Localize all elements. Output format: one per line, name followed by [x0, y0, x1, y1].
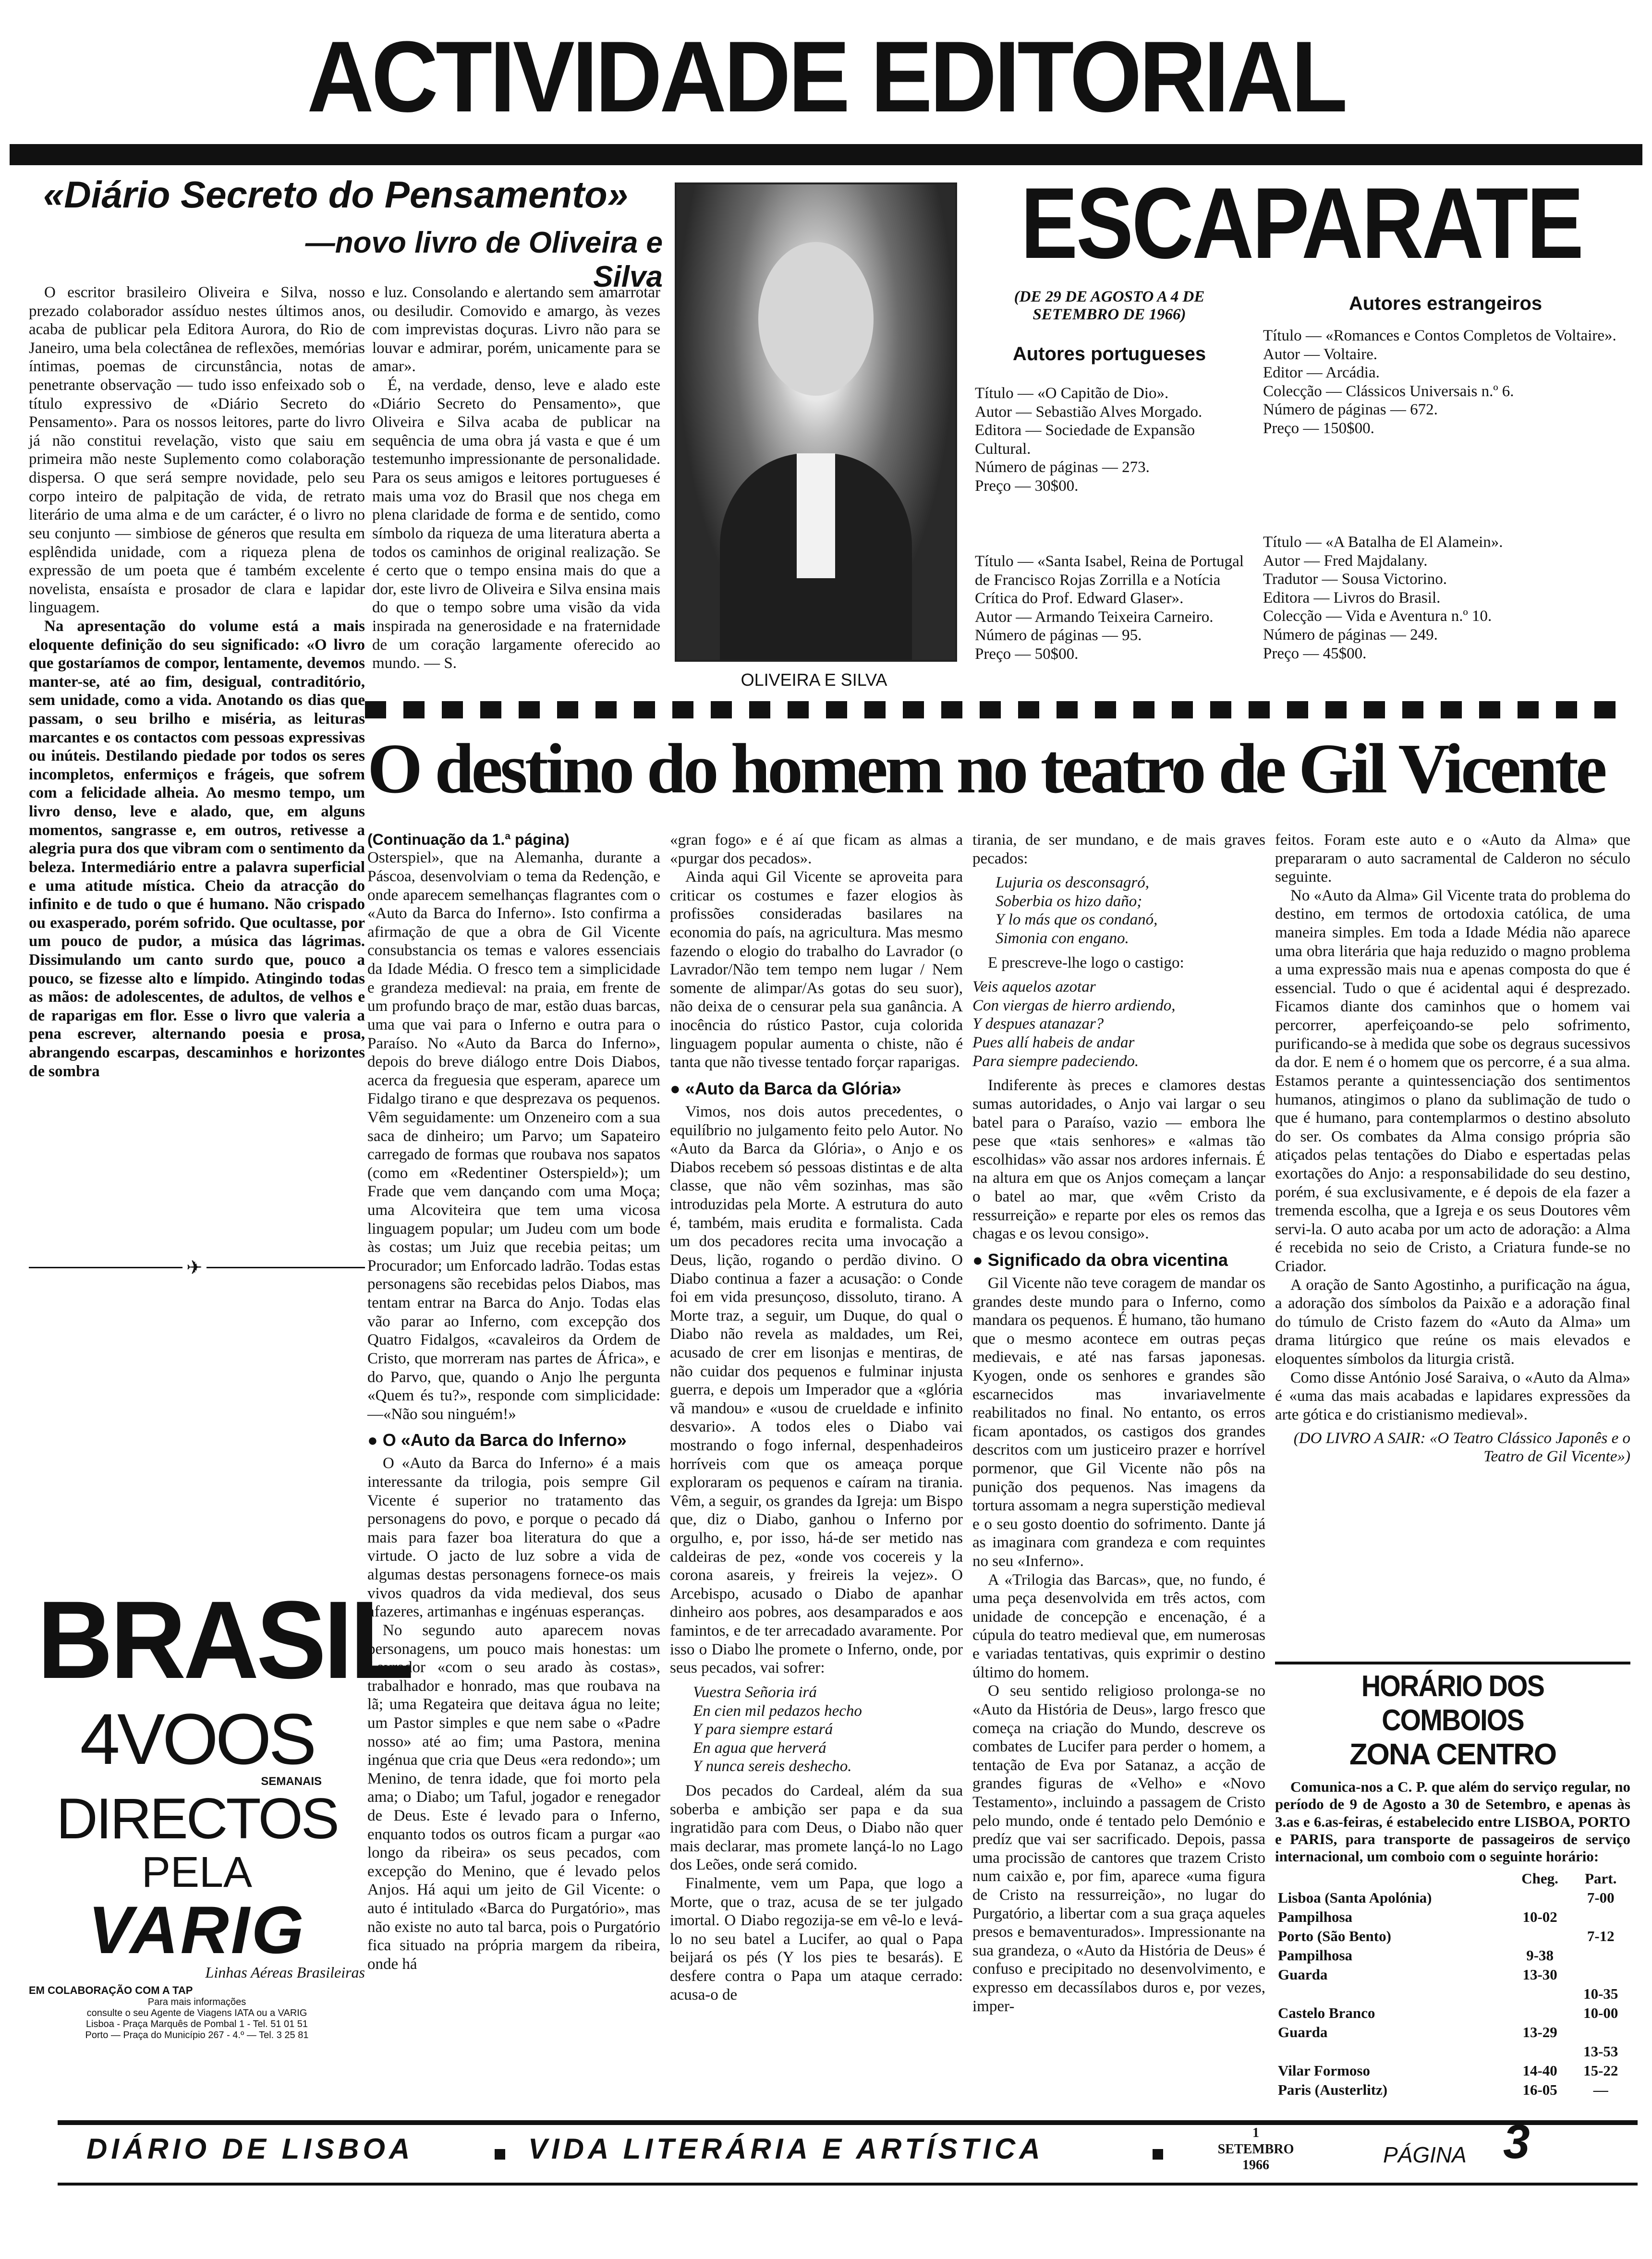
- table-row: [1275, 2061, 1630, 2080]
- gil-column-2: [670, 831, 963, 2004]
- book-pages: Número de páginas — 672.: [1263, 401, 1438, 419]
- gil-paragraph: feitos. Foram este auto e o «Auto da Alma» que prepararam o auto sacramental de Calderon no século seguinte.: [1275, 831, 1630, 886]
- station-cell: Porto (São Bento): [1278, 1928, 1391, 1945]
- table-row: [1275, 2042, 1630, 2061]
- photo-caption: OLIVEIRA E SILVA: [741, 670, 887, 690]
- source-note: (DO LIVRO A SAIR: «O Teatro Clássico Japonês e o Teatro de Gil Vicente»): [1293, 1429, 1630, 1466]
- masthead: ACTIVIDADE EDITORIAL: [307, 20, 1345, 133]
- gil-paragraph: E prescreve-lhe logo o castigo:: [988, 954, 1184, 972]
- plane-icon: ✈: [29, 1258, 365, 1277]
- footer-month: SETEMBRO: [1217, 2141, 1294, 2157]
- arrival-cell: 16-05: [1522, 2081, 1557, 2099]
- diario-paragraph: e luz. Consolando e alertando sem amarrotar ou desiludir. Comovido e amargo, às vezes com imprevistas doçuras. Livro não para se louvar e admirar, porém, unicamente para se amar».: [372, 284, 660, 376]
- ad-colab: EM COLABORAÇÃO COM A TAP: [29, 1984, 193, 1996]
- departure-cell: 10-00: [1583, 2004, 1618, 2022]
- ad-pela: PELA: [141, 1848, 253, 1896]
- arrival-cell: [1509, 1927, 1571, 1946]
- table-header: [1275, 1869, 1630, 1888]
- book-collection: Colecção — Clássicos Universais n.º 6.: [1263, 382, 1514, 400]
- book-author: Autor — Voltaire.: [1263, 345, 1378, 363]
- departure-cell: 7-12: [1587, 1928, 1615, 1945]
- verse-line: Con viergas de hierro ardiendo,: [972, 996, 1176, 1014]
- footer-section: VIDA LITERÁRIA E ARTÍSTICA: [528, 2133, 1044, 2165]
- departure-cell: [1571, 1946, 1630, 1965]
- gil-paragraph: «gran fogo» e é aí que ficam as almas a «purgar dos pecados».: [670, 831, 963, 867]
- station-cell: [1275, 2042, 1509, 2061]
- varig-logo: VARIG: [88, 1892, 306, 1968]
- departure-cell: 15-22: [1583, 2062, 1618, 2079]
- diario-title: «Diário Secreto do Pensamento»: [43, 173, 629, 216]
- table-row: [1275, 2080, 1630, 2100]
- book-price: Preço — 150$00.: [1263, 420, 1374, 437]
- departure-cell: [1571, 1907, 1630, 1927]
- station-cell: Castelo Branco: [1278, 2004, 1375, 2022]
- station-cell: Paris (Austerlitz): [1278, 2081, 1388, 2099]
- table-row: [1275, 1927, 1630, 1946]
- arrival-cell: 13-30: [1522, 1966, 1557, 1983]
- verse-block: [996, 874, 1265, 947]
- continuation-note: (Continuação da 1.ª página): [367, 831, 570, 848]
- gil-paragraph: A oração de Santo Agostinho, a purificação na água, a adoração dos símbolos da Paixão e a adoração final do túmulo de Cristo fazem do «Auto da Alma» um drama litúrgico que reúne os mais elevados e eloquentes símbolos da liturgia cristã.: [1275, 1276, 1630, 1368]
- gil-paragraph: No segundo auto aparecem novas personagens, um pouco mais honestas: um Lavrador «com o seu arado às costas», trabalhador e honrado, mas que roubava na lã; uma Regateira que deitava água no leite; um Pastor simples e que nem sabe o «Padre nosso» até ao fim; uma Pastora, menina ingénua que cria que Deus «era redondo»; um Menino, de tenra idade, que foi morto pela ama; o Diabo; um Taful, jogador e renegador de Deus. Este é levado para o Inferno, enquanto todos os outros ficam a purgar «ao longo da ribeira» os seus pecados, com excepção do Menino, que é levado pelos Anjos. Há aqui um jeito de Gil Vicente: o auto é intitulado «Barca do Purgatório», mas não existe no auto tal barca, pois o Purgatório fica situado na própria margem da ribeira, onde há: [367, 1621, 660, 1973]
- verse-line: Y lo más que os condanó,: [996, 911, 1158, 929]
- diario-paragraph: Na apresentação do volume está a mais eloquente definição do seu significado: «O livro que gostaríamos de compor, lentamente, devemos manter-se, até ao fim, desigual, contraditório, sem unidade, como a vida. Anotando os dias que passam, o seu brilho e miséria, as leituras marcantes e os contactos com pessoas expressivas ou inúteis. Destilando piedade por todos os seres incompletos, enfermiços e frágeis, que sofrem com a felicidade alheia. Ao mesmo tempo, um livro denso, leve e alado, que, em alguns momentos, sangrasse e, em outros, retivesse a alegria pura dos que vibram com o sentimento da beleza. Intermediário entre a palavra superficial e uma atitude mística. Cheio da atracção do infinito e de tudo o que é humano. Não crispado ou exasperado, porém sofrido. Que ocultasse, por um pouco de pudor, a música das lágrimas. Dissimulando um canto surdo que, pouco a pouco, se fizesse alto e límpido. Atingindo todas as mãos: de adolescentes, de adultos, de velhos e de raparigas em flor. Esse o livro que valeria a pena escrever, alternando poesia e prosa, abrangendo escarpas, descaminhos e horizontes de sombra: [29, 617, 365, 1080]
- gil-section-heading: ● Significado da obra vicentina: [972, 1250, 1265, 1270]
- book-price: Preço — 50$00.: [975, 645, 1079, 663]
- gil-paragraph: Como disse António José Saraiva, o «Auto da Alma» é «uma das mais acabadas e lapidares expressões da arte gótica e do cristianismo medieval».: [1275, 1369, 1630, 1423]
- station-cell: Guarda: [1278, 2024, 1328, 2041]
- pt-book-2: [975, 552, 1244, 664]
- gil-paragraph: O «Auto da Barca do Inferno» é a mais interessante da trilogia, pois sempre Gil Vicente é superior no tratamento das personagens do povo, e porque o pecado dá mais para fazer boa literatura do que a virtude. O jacto de luz sobre a vida de algumas destas personagens fornece-os mais vivos quadros da vida medieval, dos seus afazeres, artimanhas e ingénuas esperanças.: [367, 1455, 660, 1621]
- book-title: Título — «O Capitão de Dio».: [975, 385, 1169, 402]
- gil-section-heading: ● O «Auto da Barca do Inferno»: [367, 1430, 660, 1450]
- header-cell: [1275, 1869, 1509, 1888]
- diario-column-2: [372, 283, 660, 673]
- gil-paragraph: Finalmente, vem um Papa, que logo a Morte, que o traz, acusa de se ter julgado imortal. O Diabo regozija-se em vê-lo e levá-lo no seu batel a Lucifer, ao qual o Papa beijará os pés (Y los pies te besarás). E desfere contra o Papa um ataque cerrado: acusa-o de: [670, 1875, 963, 2004]
- ad-script: Linhas Aéreas Brasileiras: [205, 1964, 365, 1981]
- verse-block: [972, 978, 1265, 1070]
- gil-paragraph: Ainda aqui Gil Vicente se aproveita para criticar os costumes e fazer elogios às profissões consideradas basilares na economia do país, na agricultura. Mas mesmo fazendo o elogio do trabalho do Lavrador (o Lavrador/Não tem tempo nem lugar / Nem somente de alimpar/As gotas do seu suor), não deixa de o censurar pela sua ganância. A inocência do rústico Pastor, cuja colorida linguagem popular aumenta o chiste, não é tanta que não tivesse tentado forçar raparigas.: [670, 868, 963, 1071]
- verse-line: Y nunca sereis deshecho.: [693, 1758, 852, 1775]
- departure-cell: 7-00: [1587, 1889, 1615, 1907]
- pt-authors-header: Autores portugueses: [1012, 343, 1206, 364]
- gil-column-1: [367, 831, 660, 1974]
- gil-paragraph: Osterspiel», que na Alemanha, durante a Páscoa, desenvolviam o tema da Redenção, e onde aparecem semelhanças flagrantes com o «Auto da Barca do Inferno». Isto confirma a afirmação de que a obra de Gil Vicente consubstancia os temas e valores essenciais da Idade Média. O fresco tem a simplicidade e grandeza medieval: na praia, em frente de um profundo braço de mar, estão duas barcas, uma que vai para o Inferno e outra para o Paraíso. No «Auto da Barca do Inferno», depois do breve diálogo entre Dois Diabos, acerca da freguesia que esperam, aparece um Fidalgo tirano e que desprezava os pequenos. Vêm seguidamente: um Onzeneiro com a sua saca de dinheiro; um Parvo; um Sapateiro carregado de formas que roubava nos sapatos (como em «Redentiner Osterspield»); um Frade que vem dançando com uma Moça; uma Alcoviteira que tem uma vicosa linguagem popular; um Judeu com um bode às costas; um Juiz que recebia peitas; um Procurador; um Enforcado ladrão. Todas estas personagens são recebidas pelos Diabos, mas tentam entrar na Barca do Anjo. Todas elas vão parar ao Inferno, com excepção dos Quatro Fidalgos, «cavaleiros da Ordem de Cristo, que morreram nas partes de África», e do Parvo, que, quando o Anjo lhe pergunta «Quem és tu?», responde com simplicidade: —«Não sou ninguém!»: [367, 849, 660, 1423]
- foreign-authors-header: Autores estrangeiros: [1348, 293, 1543, 314]
- verse-block: [693, 1683, 963, 1776]
- foreign-book-1: [1263, 327, 1628, 438]
- gil-paragraph: tirania, de ser mundano, e de mais graves pecados:: [972, 831, 1265, 867]
- escaparate-dates: (DE 29 DE AGOSTO A 4 DE SETEMBRO DE 1966): [1014, 288, 1205, 323]
- gil-paragraph: A «Trilogia das Barcas», que, no fundo, é uma peça desenvolvida em três actos, com unidade de concepção e encenação, é a cúpula do teatro medieval que, em numerosas e variadas tentativas, quis exprimir o destino último do homem.: [972, 1571, 1265, 1681]
- footer-page-label: PÁGINA: [1383, 2142, 1467, 2167]
- table-row: [1275, 1907, 1630, 1927]
- header-cell: Cheg.: [1521, 1870, 1558, 1887]
- ad-info: Para mais informações: [147, 1997, 246, 2007]
- arrival-cell: 13-29: [1522, 2024, 1557, 2041]
- verse-line: Vuestra Señoria irá: [693, 1683, 817, 1701]
- foreign-book-2: [1263, 533, 1628, 663]
- arrival-cell: [1509, 1888, 1571, 1907]
- footer-year: 1966: [1242, 2158, 1269, 2173]
- gil-column-4: [1275, 831, 1630, 1466]
- footer-rule-top: [58, 2120, 1638, 2125]
- gil-paragraph: Dos pecados do Cardeal, além da sua soberba e ambição ser papa e da sua ingratidão para com Deus, o Diabo não quer mais declarar, mas promete lançá-lo no Lago dos Leões, onde será comido.: [670, 1782, 963, 1874]
- comboios-title: HORÁRIO DOS COMBOIOS: [1361, 1670, 1544, 1737]
- table-row: [1275, 1946, 1630, 1965]
- ad-semanais: SEMANAIS: [261, 1775, 322, 1788]
- book-title: Título — «A Batalha de El Alamein».: [1263, 534, 1503, 551]
- footer-day: 1: [1252, 2125, 1259, 2140]
- comboios-text: Comunica-nos a C. P. que além do serviço regular, no período de 9 de Agosto a 30 de Setembro, e apenas às 3.as e 6.as-feiras, é estabelecido entre LISBOA, PORTO e PARIS, para transporte de passageiros de serviço internacional, um comboio com o seguinte horário:: [1275, 1778, 1630, 1865]
- footer-page-number: 3: [1503, 2115, 1530, 2169]
- verse-line: Para siempre padeciendo.: [972, 1052, 1139, 1070]
- gil-paragraph: Vimos, nos dois autos precedentes, o equilíbrio no julgamento feito pelo Autor. No «Auto da Barca da Glória», o Anjo e os Diabos recebem só pessoas distintas e de alta classe, que não vêm sozinhas, mas são introduzidas pela Morte. A estrutura do auto é, também, mais erudita e formalista. Cada um dos pecadores recita uma invocação a Deus, lição, rogando o perdão divino. O Diabo continua a fazer a acusação: o Conde foi em vida presunçoso, dissoluto, tirano. A Morte traz, a seguir, um Duque, do qual o Diabo não revela as maldades, um Rei, acusado de crer em lisonjas e mentiras, de não cuidar dos pequenos e fulminar injusta guerra, e depois um Imperador que a «glória vã mandou» e «usou de crueldade e infinito desvario». A todos eles o Diabo vai mostrando o fogo infernal, despenhadeiros horríveis com que os ameaça porque exploraram os pequenos e caíram na tirania. Vêm, a seguir, os grandes da Igreja: um Bispo que, diz o Diabo, ganhou o Inferno por orgulho, e, por isso, há-de ser metido nas caldeiras de pez, «onde vos cocereis y la corona asareis, y freireis la vejez». O Arcebispo, acusado o Diabo de apanhar dinheiro aos pobres, aos desamparados e aos famintos, e de ter arrecadado avaramente. Por isso o Diabo lhe promete o Inferno, onde, por seus pecados, vai sofrer:: [670, 1103, 963, 1677]
- gil-column-3: [972, 831, 1265, 2016]
- ad-info: Lisboa - Praça Marquês de Pombal 1 - Tel. 51 01 51: [85, 2019, 308, 2029]
- book-publisher: Editora — Sociedade de Expansão Cultural.: [975, 422, 1195, 458]
- gil-section-heading: ● «Auto da Barca da Glória»: [670, 1079, 963, 1099]
- verse-line: Pues allí habeis de andar: [972, 1034, 1135, 1052]
- verse-line: En agua que herverá: [693, 1739, 826, 1757]
- table-row: [1275, 1888, 1630, 1907]
- comboios-table: [1275, 1869, 1630, 2100]
- gil-paragraph: Indiferente às preces e clamores destas sumas autoridades, o Anjo vai largar o seu batel para o Paraíso, vazio — embora lhe pese que «tais senhores» e «almas tão escolhidas» vão assar nos ardores infernais. É na altura em que os Anjos começam a lançar o batel ao mar, que «vêm Cristo da ressurreição» e reparte por eles os remos das chagas e os levou consigo».: [972, 1077, 1265, 1243]
- gil-paragraph: O seu sentido religioso prolonga-se no «Auto da História de Deus», largo fresco que começa na criação do Mundo, descreve os combates de Lucifer para perder o homem, a tentação de Eva por Satanaz, a acção de grandes figuras de «Velho» e «Novo Testamento», incluindo a passagem de Cristo pelo mundo, onde é tentado pelo Demónio e predíz que vai ser sacrificado. Depois, passa uma procissão de cantores que trazem Cristo num caixão e, por fim, aparece «uma figura de Cristo na ressurreição», no lugar do Purgatório, a libertar com a sua graça aqueles presos e bemaventurados». Impressionante na sua grandeza, o «Auto da História de Deus» é confuso e precipitado no desenvolvimento, e expresso em decassílabos duros e, por vezes, imper-: [972, 1682, 1265, 2015]
- gil-headline: O destino do homem no teatro de Gil Vicente: [367, 729, 1604, 808]
- verse-line: En cien mil pedazos hecho: [693, 1702, 862, 1720]
- author-photo: [675, 182, 957, 662]
- dashed-separator: [365, 701, 1633, 718]
- verse-line: Soberbia os hizo daño;: [996, 892, 1142, 910]
- book-title: Título — «Santa Isabel, Reina de Portugal de Francisco Rojas Zorrilla e a Notícia Crítica do Prof. Edward Glaser».: [975, 553, 1244, 607]
- comboios-box: [1275, 1662, 1630, 2100]
- book-author: Autor — Sebastião Alves Morgado.: [975, 403, 1203, 421]
- book-pages: Número de páginas — 273.: [975, 459, 1150, 476]
- arrival-cell: [1509, 2042, 1571, 2061]
- station-cell: Vilar Formoso: [1278, 2062, 1370, 2079]
- table-row: [1275, 1984, 1630, 2004]
- ad-directos: DIRECTOS: [56, 1786, 338, 1851]
- station-cell: Lisboa (Santa Apolónia): [1278, 1889, 1432, 1907]
- book-price: Preço — 45$00.: [1263, 644, 1367, 662]
- ad-voos: 4VOOS: [80, 1699, 314, 1779]
- departure-cell: [1571, 2023, 1630, 2042]
- book-author: Autor — Fred Majdalany.: [1263, 552, 1428, 570]
- arrival-cell: 9-38: [1526, 1947, 1554, 1964]
- table-row: [1275, 2023, 1630, 2042]
- footer-bullet: [1153, 2149, 1163, 2160]
- table-row: [1275, 1965, 1630, 1984]
- book-translator: Tradutor — Sousa Victorino.: [1263, 571, 1447, 588]
- escaparate-title: ESCAPARATE: [1020, 167, 1582, 279]
- ad-brasil: BRASIL: [37, 1578, 412, 1701]
- header-cell: Part.: [1585, 1870, 1617, 1887]
- footer-rule-bottom: [58, 2183, 1638, 2186]
- verse-line: Veis aquelos azotar: [972, 978, 1096, 996]
- table-row: [1275, 2004, 1630, 2023]
- footer-bullet: [495, 2149, 505, 2160]
- departure-cell: [1571, 1965, 1630, 1984]
- gil-paragraph: Gil Vicente não teve coragem de mandar os grandes deste mundo para o Inferno, como mandara os pequenos. É humano, tão humano que o mesmo acontece em outras peças medievais, e até nas farsas japonesas. Kyogen, onde os senhores e grandes são escarnecidos mas invariavelmente reabilitados no final. No entanto, os erros ficam apontados, os castigos dos grandes descritos com um justiceiro prazer e horrível pormenor, que Gil Vicente não pôs na punição dos pequenos. Nas imagens da tortura assomam a negra superstição medieval e o seu gosto doentio do sofrimento. Dante já as imaginara com grandeza e com requintes no seu «Inferno».: [972, 1274, 1265, 1570]
- diario-paragraph: É, na verdade, denso, leve e alado este «Diário Secreto do Pensamento», que Oliveira e Silva acaba de publicar na sequência de uma obra já vasta e que é um testemunho impressionante de personalidade. Para os seus amigos e leitores portugueses é mais uma voz do Brasil que nos chega em plena claridade de forma e de sentido, como símbolo da riqueza de uma literatura aberta a todos os caminhos de original realização. Se é certo que o tempo ensina mais do que a dor, este livro de Oliveira e Silva ensina mais do que o tempo sobre uma visão da vida inspirada na generosidade e na fraternidade de um coração largamente oferecido ao mundo. — S.: [372, 376, 660, 672]
- book-publisher: Editora — Livros do Brasil.: [1263, 589, 1441, 607]
- book-pages: Número de páginas — 95.: [975, 627, 1142, 644]
- station-cell: [1275, 1984, 1509, 2004]
- station-cell: Pampilhosa: [1278, 1908, 1353, 1926]
- book-price: Preço — 30$00.: [975, 477, 1079, 495]
- verse-line: Simonia con engano.: [996, 930, 1129, 947]
- station-cell: Guarda: [1278, 1966, 1328, 1983]
- verse-line: Y despues atanazar?: [972, 1015, 1104, 1033]
- verse-line: Y para siempre estará: [693, 1721, 833, 1738]
- diario-subtitle: —novo livro de Oliveira e Silva: [305, 226, 663, 293]
- book-collection: Colecção — Vida e Aventura n.º 10.: [1263, 607, 1492, 625]
- station-cell: Pampilhosa: [1278, 1947, 1353, 1964]
- arrival-cell: 14-40: [1522, 2062, 1557, 2079]
- arrival-cell: [1509, 1984, 1571, 2004]
- ad-info: Porto — Praça do Município 267 - 4.º — Tel. 3 25 81: [85, 2030, 309, 2040]
- varig-ad: [29, 1578, 412, 2103]
- footer-paper-name: DIÁRIO DE LISBOA: [86, 2133, 414, 2165]
- departure-cell: —: [1593, 2081, 1608, 2099]
- pt-book-1: [975, 384, 1244, 496]
- book-title: Título — «Romances e Contos Completos de Voltaire».: [1263, 327, 1616, 344]
- arrival-cell: [1509, 2004, 1571, 2023]
- book-pages: Número de páginas — 249.: [1263, 626, 1438, 644]
- diario-column-1: [29, 283, 365, 1081]
- book-author: Autor — Armando Teixeira Carneiro.: [975, 608, 1214, 626]
- departure-cell: 13-53: [1583, 2043, 1618, 2060]
- departure-cell: 10-35: [1583, 1985, 1618, 2003]
- ad-info: consulte o seu Agente de Viagens IATA ou a VARIG: [86, 2008, 307, 2018]
- masthead-rule: [10, 144, 1642, 165]
- comboios-subtitle: ZONA CENTRO: [1349, 1738, 1556, 1771]
- verse-line: Lujuria os desconsagró,: [996, 874, 1149, 892]
- diario-paragraph: O escritor brasileiro Oliveira e Silva, nosso prezado colaborador assíduo nestes últimos anos, acaba de publicar pela Editora Aurora, do Rio de Janeiro, uma bela colectânea de reflexões, memórias íntimas, poemas de circunstância, notas de penetrante observação — tudo isso enfeixado sob o título expressivo de «Diário Secreto do Pensamento». Para os nossos leitores, parte do livro já não constitui revelação, visto que saiu em primeira mão neste Suplemento como colaboração dispersa. O que será sempre novidade, pelo seu corpo inteiro de palpitação de vida, de retrato literário de uma alma e de um carácter, é o livro no seu conjunto — simbiose de géneros que resulta em esplêndida unidade, com a riqueza plena de expressão de um poeta que é também excelente novelista, ensaísta e prosador de clara e lapidar linguagem.: [29, 284, 365, 617]
- book-publisher: Editor — Arcádia.: [1263, 364, 1380, 382]
- arrival-cell: 10-02: [1522, 1908, 1557, 1926]
- footer-date: [1205, 2125, 1306, 2174]
- gil-paragraph: No «Auto da Alma» Gil Vicente trata do problema do destino, em termos de ortodoxia católica, de uma maneira simples. Em toda a Idade Média não aparece uma obra literária que haja reduzido o magno problema a uma expressão mais nua e apenas composta do que é essencial. Tudo o que é acidental aqui é desprezado. Ficamos diante dos caminhos que o homem vai percorrer, aperfeiçoando-se pelo sofrimento, purificando-se à medida que sobe os degraus sucessivos da dor. E nem é o homem que os percorre, é a sua alma. Estamos perante a quintessenciação dos sentimentos humanos, atingimos o plano da sublimação de tudo o que é humano, para contemplarmos o destino absoluto do ser. Os combates da Alma consigo própria são atiçados pelas tentações do Diabo e espertadas pelas exortações do Anjo: a responsabilidade do seu destino, porém, é sua exclusivamente, e é depois de ela fazer a tremenda escolha, que a Igreja e os seus Doutores vêm servi-la. O auto acaba por um acto de adoração: a Alma é recebida no seio de Cristo, a Criatura funde-se no Criador.: [1275, 887, 1630, 1275]
